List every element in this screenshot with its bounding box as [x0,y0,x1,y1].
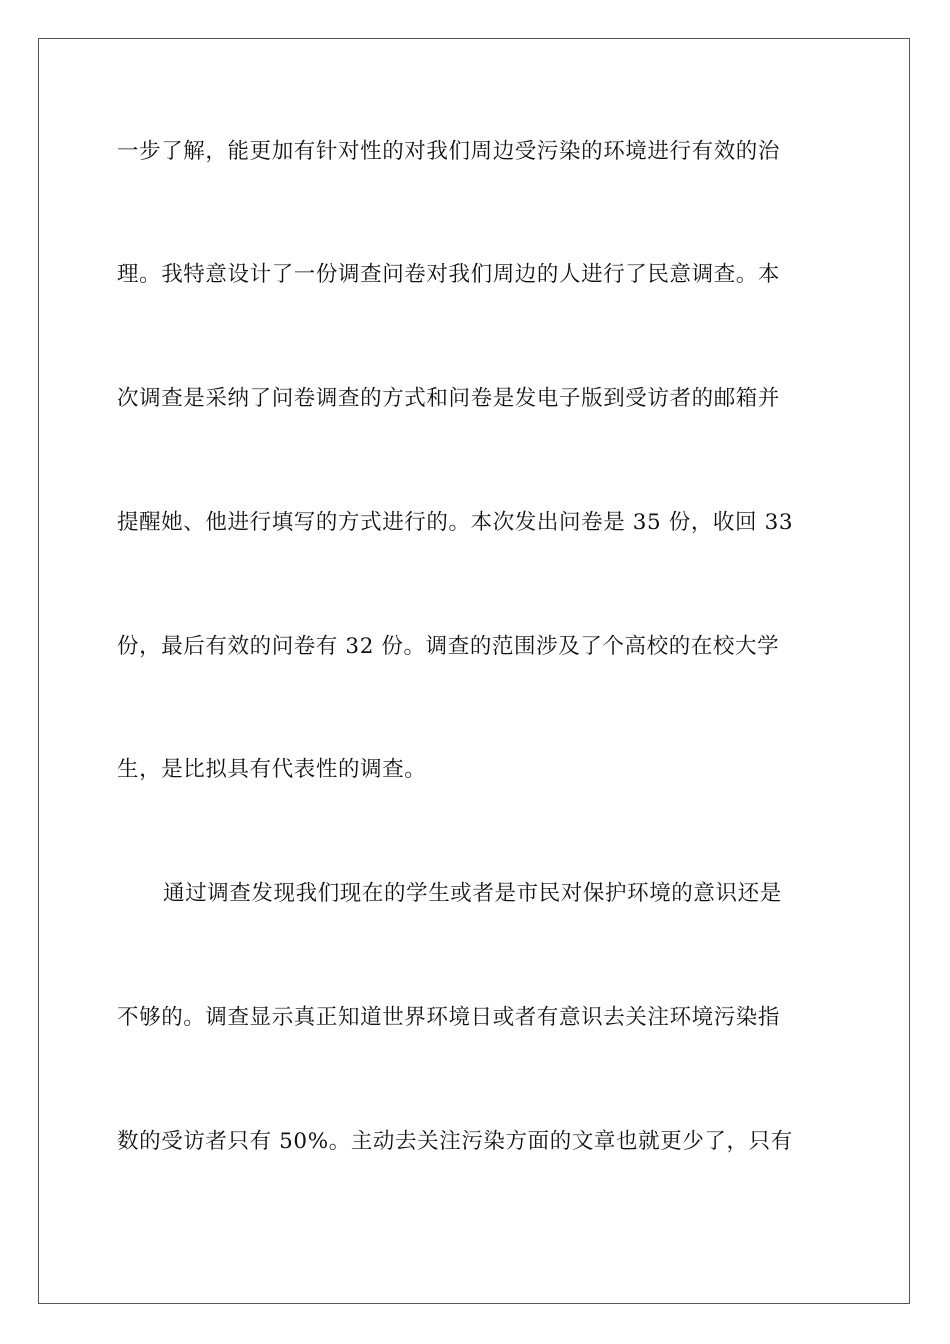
paragraph-line-5: 份，最后有效的问卷有 32 份。调查的范围涉及了个高校的在校大学 [117,634,780,659]
paragraph-line-1: 一步了解，能更加有针对性的对我们周边受污染的环境进行有效的治 [117,139,781,164]
paragraph-line-2: 理。我特意设计了一份调查问卷对我们周边的人进行了民意调查。本 [117,262,781,287]
paragraph-line-3: 次调查是采纳了问卷调查的方式和问卷是发电子版到受访者的邮箱并 [117,386,781,411]
page-border [38,38,910,1304]
paragraph-line-8: 不够的。调查显示真正知道世界环境日或者有意识去关注环境污染指 [117,1005,781,1030]
paragraph-line-9: 数的受访者只有 50%。主动去关注污染方面的文章也就更少了，只有 [117,1129,793,1154]
paragraph-line-6: 生，是比拟具有代表性的调查。 [117,757,427,782]
paragraph-line-4: 提醒她、他进行填写的方式进行的。本次发出问卷是 35 份，收回 33 [117,510,794,535]
paragraph-line-7: 通过调查发现我们现在的学生或者是市民对保护环境的意识还是 [163,881,782,906]
